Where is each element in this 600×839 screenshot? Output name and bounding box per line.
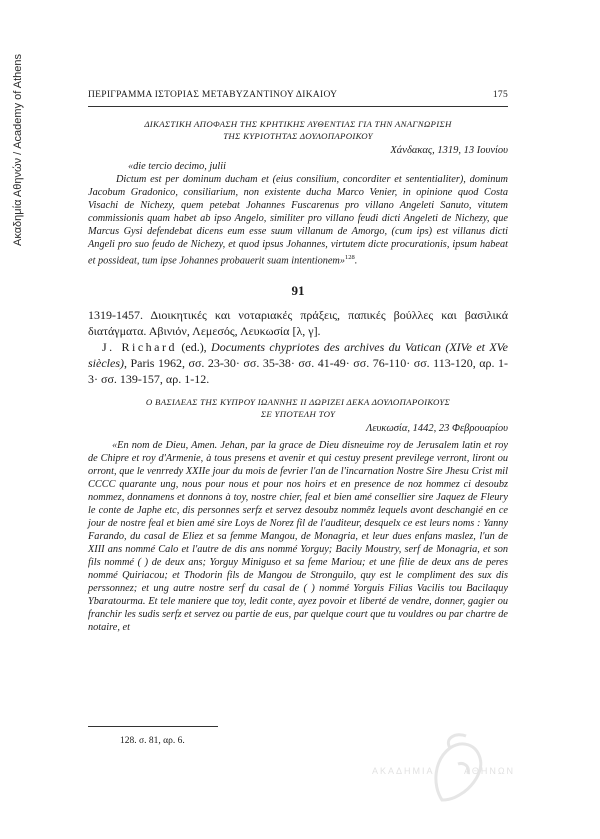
quotation-opening: «die tercio decimo, julii — [128, 161, 226, 172]
watermark-text-right: ΑΘΗΝΩΝ — [464, 766, 516, 776]
running-title: ΠΕΡΙΓΡΑΜΜΑ ΙΣΤΟΡΙΑΣ ΜΕΤΑΒΥΖΑΝΤΙΝΟΥ ΔΙΚΑΙΟΥ — [88, 90, 338, 100]
document-title-line: ΔΙΚΑΣΤΙΚΗ ΑΠΟΦΑΣΗ ΤΗΣ ΚΡΗΤΙΚΗΣ ΑΥΘΕΝΤΙΑΣ ΓΙΑ ΤΗΝ ΑΝΑΓΝΩΡΙΣΗ — [144, 119, 452, 129]
latin-quotation — [88, 160, 508, 267]
document-title — [88, 396, 508, 420]
academy-watermark — [372, 730, 516, 810]
footnote-rule — [88, 726, 218, 727]
quotation-body: Dictum est per dominum ducham et (eius consilium, concorditer et sententialiter), dominum Jacobum Gradonico, consiliarium, non existente ducha Marco Venier, in opinione quod Costa Visachi de Nichezy, quem petebat Johannes Fuscarenus pro villano Angeleti Sanuto, vitutem commissionis quam habet ab ipso Angelo, similiter pro villano feudi dicti Angeleti de Nichezy, que Marcus Gysi defendebat dicens eum esse suum villanum de Amorgo, (cum ips) est villanus dicti Angeli pro suo feudo de Nichezy, et quod ipsus Johannes, virtutem dicte procurationis, ipsum habeat et possideat, tum ipse Johannes probauerit suam intentionem»$^{128}$. — [88, 174, 508, 267]
editor-name: J. Richard — [102, 340, 178, 355]
entry-bibliography — [88, 339, 508, 387]
document-title-line: ΤΗΣ ΚΥΡΙΟΤΗΤΑΣ ΔΟΥΛΟΠΑΡΟΙΚΟΥ — [223, 131, 373, 141]
entry-description: 1319-1457. Διοικητικές και νοταριακές πράξεις, παπικές βούλλες και βασιλικά διατάγματα. Αβινιόν, Λεμεσός, Λευκωσία [λ, γ]. — [88, 308, 508, 339]
page-body — [88, 118, 508, 634]
entry-number: 91 — [291, 283, 305, 299]
header-rule — [88, 106, 508, 107]
quotation-text: Dictum est per dominum ducham et (eius consilium, concorditer et sententialiter), dominum Jacobum Gradonico, consiliarium, non existente ducha Marco Venier, in opinione quod Costa Visachi de Nichezy, quem petebat Johannes Fuscarenus pro villano Angeleti Sanuto, vitutem commissionis quam habet ab ipso Angelo, similiter pro villano feudi dicti Angeleti de Nichezy, que Marcus Gysi defendebat dicens eum esse suum villanum de Amorgo, (cum ips) est villanus dicti Angeli pro suo feudo de Nichezy, et quod ipsus Johannes, virtutem dicte procurationis, ipsum habeat et possideat, tum ipse Johannes probauerit suam intentionem» — [88, 174, 508, 267]
footnote-reference: 128 — [345, 254, 355, 261]
work-title: Documents chypriotes des archives du Vatican (XIVe et XVe siècles) — [88, 340, 509, 371]
page-number: 175 — [492, 90, 508, 100]
document-title — [88, 118, 508, 142]
quotation-body: «En nom de Dieu, Amen. Jehan, par la grace de Dieu disneuime roy de Jerusalem latin et roy de Chipre et roy d'Armenie, à tous presens et avenir et qui cestuy present previlege verront, liront ou orront, que le venrredy XXIIe jour du mois de fevrier l'an de l'incarnation Nostre Sire Jhesu Crist mil CCCC quarante ung, nous pour nous et pour nos hoirs et en presence de noz hommez ci desoubz nommez, donnamens et donnons à toy, nostre chier, feal et bien amé consellier sire Jaquez de Fleury le conte de Japhe etc, dis personnes serfz et servez desoubz nommêz lequels avont deschangié en ce jour de nostre feal et bien amé sire Loys de Norez fil de l'auditeur, desquelx ce est leurs noms : Yanny Farando, du casal de Eliez et sa femme Mangou, de Monagria, et leur dues enfans maslez, l'un de XIII ans nommé Calo et l'autre de dis ans nommé Yorguy; Bacily Moustry, serf de Monagria, et son fils nommé ( ) de deux ans; Yorguy Miniguso et sa feme Mariou; et une filie de deux ans de peres nommé Quiriacou; et Thodorin fils de Mangou de Stronguilo, quy est le compliment des sux dis perssonnez; et ung autre nostre serf du casal de ( ) nommé Yorguis Filias Vacilis tou Bacilaquy Ybaratourma. Et tele maniere que toy, ledit conte, ayez povoir et liberté de vendre, donner, gagier ou franchir les sudis serfz et servez ou partie de eus, par quelque court que tu vouldres ou par chartre de notaire, et — [88, 440, 508, 634]
footnote: 128. σ. 81, αρ. 6. — [120, 736, 185, 746]
document-dateline: Χάνδακας, 1319, 13 Ιουνίου — [390, 145, 508, 156]
document-128 — [88, 118, 508, 267]
document-dateline: Λευκωσία, 1442, 23 Φεβρουαρίου — [366, 423, 508, 435]
archive-stamp — [6, 40, 30, 260]
bibliography-details: , Paris 1962, σσ. 23-30· σσ. 35-38· σσ. 41-49· σσ. 76-110· σσ. 113-120, αρ. 1-3· σσ. 139-157, αρ. 1-12. — [88, 356, 508, 387]
document-title-line: ΣΕ ΥΠΟΤΕΛΗ ΤΟΥ — [260, 409, 336, 420]
catalogue-entry — [88, 307, 508, 387]
archive-stamp-text: Ακαδημία Αθηνών / Academy of Athens — [12, 53, 24, 247]
document-title-line: Ο ΒΑΣΙΛΕΑΣ ΤΗΣ ΚΥΠΡΟΥ ΙΩΑΝΝΗΣ ΙΙ ΔΩΡΙΖΕΙ ΔΕΚΑ ΔΟΥΛΟΠΑΡΟΙΚΟΥΣ — [145, 397, 451, 408]
editor-note: (ed.), — [177, 340, 212, 355]
watermark-text-left: ΑΚΑΔΗΜΙΑ — [372, 766, 435, 776]
french-quotation — [88, 439, 508, 634]
running-head — [88, 90, 508, 100]
